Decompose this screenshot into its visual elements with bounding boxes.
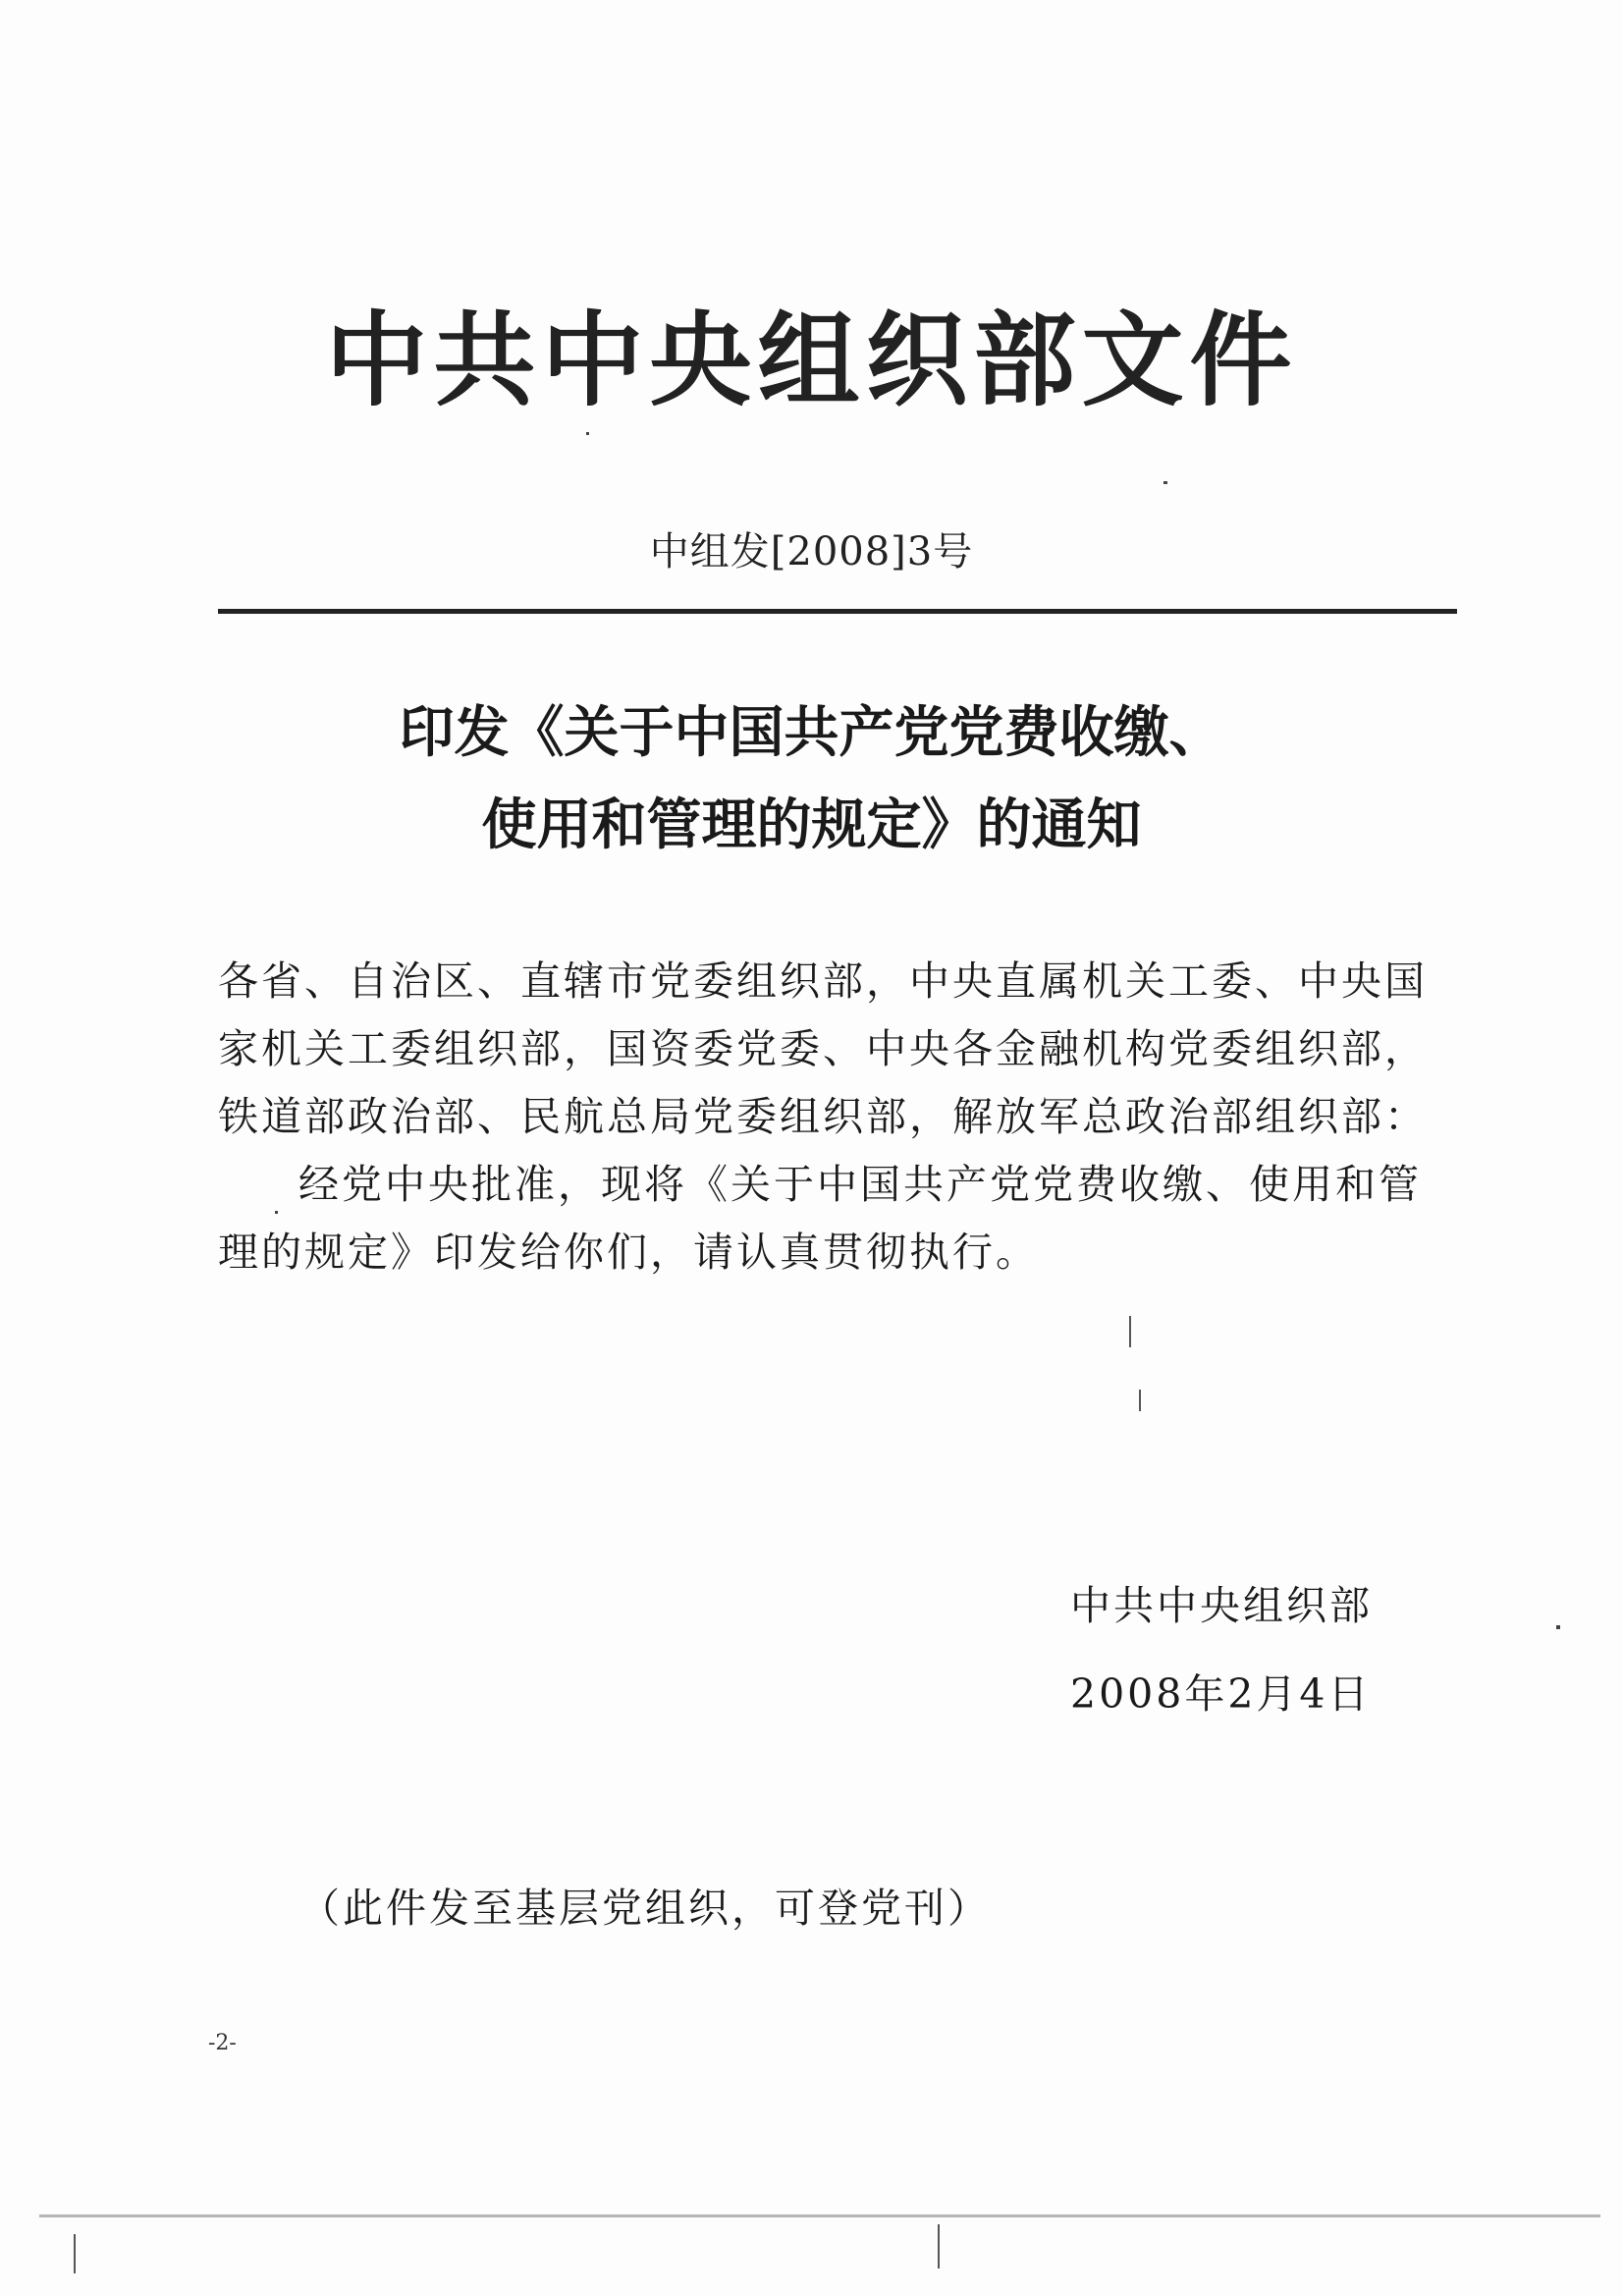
header-divider [218, 609, 1457, 614]
document-issuer-header: 中共中央组织部文件 [325, 300, 1298, 420]
document-title-line: 使用和管理的规定》的通知 [481, 793, 1142, 857]
paragraph-line: 经党中央批准，现将《关于中国共产党党费收缴、使用和管 [298, 1161, 1422, 1208]
document-title [0, 687, 1623, 872]
document-number: 中组发[2008]3号 [649, 529, 974, 574]
paragraph-line: 理的规定》印发给你们，请认真贯彻执行。 [218, 1229, 1039, 1276]
signature-block [1070, 1561, 1373, 1738]
addressee-line: 铁道部政治部、民航总局党委组织部，解放军总政治部组织部： [218, 1093, 1428, 1140]
addressee-line: 家机关工委组织部，国资委党委、中央各金融机构党委组织部， [218, 1025, 1428, 1072]
scan-speck [1163, 481, 1167, 484]
scan-mark [938, 2224, 940, 2269]
distribution-note: （此件发至基层党组织，可登党刊） [299, 1885, 991, 1932]
page-number: -2- [208, 2031, 237, 2055]
signature-date: 2008年2月4日 [1070, 1670, 1372, 1718]
document-title-line: 印发《关于中国共产党党费收缴、 [399, 701, 1224, 765]
scan-mark [74, 2234, 76, 2273]
scan-mark [1129, 1316, 1131, 1347]
scan-speck [586, 432, 589, 435]
scan-speck [1556, 1625, 1560, 1629]
scan-mark [1139, 1390, 1141, 1411]
document-body [218, 948, 1457, 1286]
addressee-line: 各省、自治区、直辖市党委组织部，中央直属机关工委、中央国 [218, 957, 1428, 1005]
signature-organization: 中共中央组织部 [1070, 1582, 1373, 1629]
scan-speck [275, 1211, 278, 1214]
scan-bottom-edge [39, 2214, 1600, 2217]
